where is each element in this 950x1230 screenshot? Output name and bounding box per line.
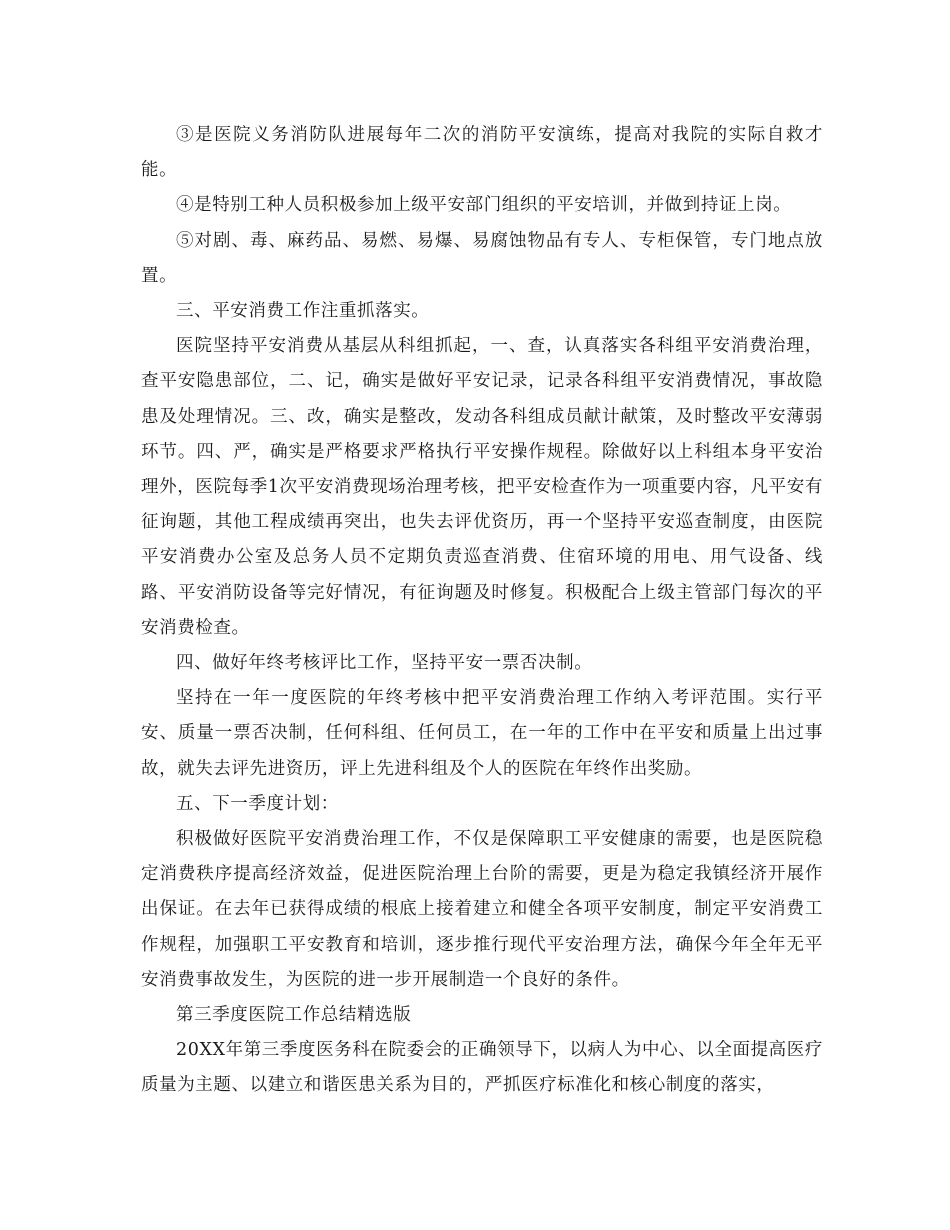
heading-section-four: 四、做好年终考核评比工作，坚持平安一票否决制。 <box>176 653 593 674</box>
paragraph-annual-assessment: 坚持在一年一度医院的年终考核中把平安消费治理工作纳入考评范围。实行平安、质量一票否决制，任何科组、任何员工，在一年的工作中在平安和质量上出过事故，就失去评先进资历，评上先进科组及个人的医院在年终作出奖励。 <box>141 688 823 779</box>
paragraph-fire-drill: ③是医院义务消防队进展每年二次的消防平安演练，提高对我院的实际自救才能。 <box>141 125 823 181</box>
paragraph-safety-implementation: 医院坚持平安消费从基层从科组抓起，一、查，认真落实各科组平安消费治理，查平安隐患部位，二、记，确实是做好平安记录，记录各科组平安消费情况，事故隐患及处理情况。三、改，确实是整改，发动各科组成员献计献策，及时整改平安薄弱环节。四、严，确实是严格要求严格执行平安操作规程。除做好以上科组本身平安治理外，医院每季1次平安消费现场治理考核，把平安检查作为一项重要内容，凡平安有征询题，其他工程成绩再突出，也失去评优资历，再一个坚持平安巡查制度，由医院平安消费办公室及总务人员不定期负责巡查消费、住宿环境的用电、用气设备、线路、平安消防设备等完好情况，有征询题及时修复。积极配合上级主管部门每次的平安消费检查。 <box>141 336 823 638</box>
heading-section-three: 三、平安消费工作注重抓落实。 <box>176 301 430 322</box>
document-body <box>141 118 823 1104</box>
paragraph-hazardous-materials: ⑤对剧、毒、麻药品、易燃、易爆、易腐蚀物品有专人、专柜保管，专门地点放置。 <box>141 230 823 286</box>
paragraph-third-quarter-intro: 20XX年第三季度医务科在院委会的正确领导下，以病人为中心、以全面提高医疗质量为主题、以建立和谐医患关系为目的，严抓医疗标准化和核心制度的落实， <box>141 1040 823 1096</box>
heading-third-quarter-summary: 第三季度医院工作总结精选版 <box>176 1005 412 1026</box>
paragraph-next-quarter-plan: 积极做好医院平安消费治理工作，不仅是保障职工平安健康的需要，也是医院稳定消费秩序提高经济效益，促进医院治理上台阶的需要，更是为稳定我镇经济开展作出保证。在去年已获得成绩的根底上接着建立和健全各项平安制度，制定平安消费工作规程，加强职工平安教育和培训，逐步推行现代平安治理方法，确保今年全年无平安消费事故发生，为医院的进一步开展制造一个良好的条件。 <box>141 829 823 990</box>
heading-section-five: 五、下一季度计划： <box>176 793 339 814</box>
paragraph-special-workers-training: ④是特别工种人员积极参加上级平安部门组织的平安培训，并做到持证上岗。 <box>176 195 792 216</box>
